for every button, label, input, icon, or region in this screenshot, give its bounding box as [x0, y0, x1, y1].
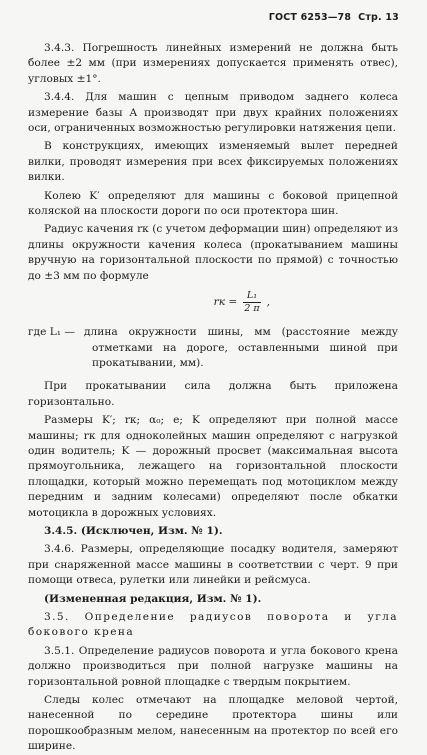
definition-where [28, 325, 398, 371]
document-body [28, 41, 398, 755]
formula-denominator: 2 π [244, 303, 260, 315]
paragraph-track: Колею K′ определяют для машины с боковой прицепной коляской на плоскости дороги по оси протектора шин. [28, 189, 398, 218]
definition-text: длина окружности шины, мм (расстояние между отметками на дороге, оставленными шиной при прокатывании, мм). [84, 326, 398, 369]
definition-label: где L₁ — [28, 326, 75, 339]
formula-fraction [240, 290, 263, 315]
formula-rolling-radius [28, 290, 398, 315]
page-number: Стр. 13 [358, 12, 399, 23]
formula-tail: , [266, 295, 270, 308]
paragraph-wheel-marks: Следы колес отмечают на площадке меловой чертой, нанесенной по середине протектора шины или порошкообразным мелом, нанесенным на протектор по всей его ширине. [28, 694, 398, 753]
paragraph-3-5-1: 3.5.1. Определение радиусов поворота и угла бокового крена должно производиться при полной нагрузке машины на горизонтальной ровной площадке с твердым покрытием. [28, 644, 398, 688]
page-header [269, 12, 399, 23]
section-3-5-heading: 3.5. Определение радиусов поворота и угла бокового крена [28, 611, 398, 639]
gost-number: ГОСТ 6253—78 [268, 12, 352, 23]
paragraph-3-4-6: 3.4.6. Размеры, определяющие посадку водителя, замеряют при снаряженной массе машины в соответствии с черт. 9 при помощи отвеса, рулетки или линейки и рейсмуса. [28, 543, 398, 587]
paragraph-rolling-radius: Радиус качения rк (с учетом деформации шин) определяют из длины окружности качения колеса (прокатыванием машины вручную на горизонтальной плоскости по прямой) с точностью до ±3 мм по формуле [28, 223, 398, 282]
paragraph-dimensions: Размеры K′; rк; α₀; e; K определяют при полной массе машины; rк для одноколейных машин определяют с нагрузкой один водитель; K — дорожный просвет (максимальная высота прямоугольника, лежащего на горизонтальной плоскости площадки, который можно перемещать под мотоциклом между передним и задним колесами) определяют после обкатки мотоцикла в дорожных условиях. [28, 414, 398, 519]
paragraph-3-4-3: 3.4.3. Погрешность линейных измерений не должна быть более ±2 мм (при измерениях допускается применять отвес), угловых ±1°. [28, 42, 398, 85]
formula-numerator: L₁ [243, 290, 261, 303]
paragraph-rolling-force: При прокатывании сила должна быть приложена горизонтально. [28, 380, 398, 408]
amendment-note: (Измененная редакция, Изм. № 1). [44, 592, 262, 605]
paragraph-3-4-5: 3.4.5. (Исключен, Изм. № 1). [44, 524, 223, 537]
paragraph-construction: В конструкциях, имеющих изменяемый вылет передней вилки, проводят измерения при всех фиксируемых положениях вилки. [28, 140, 398, 184]
paragraph-3-4-4: 3.4.4. Для машин с цепным приводом заднего колеса измерение базы A производят при двух крайних положениях оси, ограниченных возможностью регулировки натяжения цепи. [28, 91, 398, 135]
formula-lhs: rк = [213, 295, 238, 308]
